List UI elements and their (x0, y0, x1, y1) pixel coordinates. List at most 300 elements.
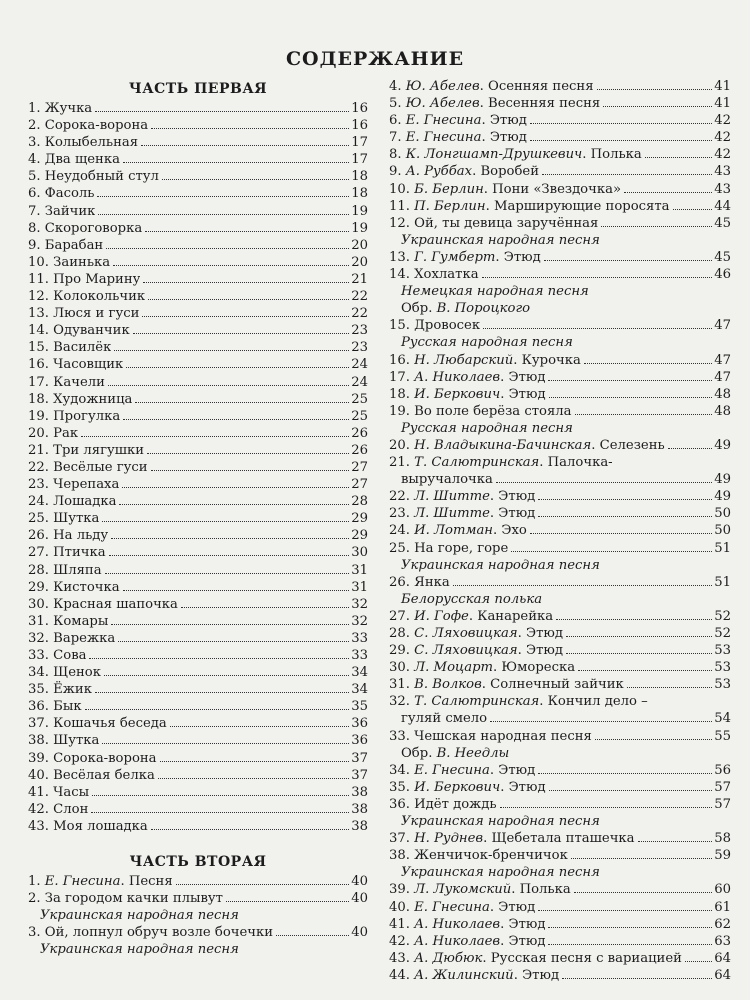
page-title: СОДЕРЖАНИЕ (285, 48, 465, 70)
dot-leader (566, 653, 712, 654)
dot-leader (575, 414, 713, 415)
page-number: 19 (351, 203, 368, 219)
entry-name: . Селезень (591, 437, 665, 453)
page-number: 29 (351, 528, 368, 544)
entry-title: 26. Янка (389, 574, 450, 590)
entry-number: 41. (389, 916, 415, 932)
entry-author: Л. Шитте (414, 506, 490, 522)
toc-entry (28, 596, 368, 613)
entry-title: 38. Женчичок-бренчичок (389, 848, 568, 864)
toc-entry (389, 625, 731, 642)
dot-leader (104, 675, 349, 676)
entry-name: . Песня (120, 874, 173, 890)
page-number: 24 (351, 374, 368, 390)
entry-name: . Кончил дело – (539, 694, 648, 710)
page-number: 38 (351, 818, 368, 834)
page-number: 53 (714, 643, 731, 659)
dot-leader (170, 726, 349, 727)
entry-author: А. Дюбюк (414, 950, 483, 966)
page-number: 48 (714, 403, 731, 419)
page-number: 52 (714, 626, 731, 641)
toc-entry (389, 95, 731, 112)
page-number: 57 (714, 779, 731, 795)
entry-title: 14. Одуванчик (28, 323, 130, 339)
entry-title: 28. Шляпа (28, 562, 102, 578)
entry-name: . Этюд (500, 779, 546, 795)
entry-author: Е. Гнесина (414, 762, 490, 778)
entry-title (389, 642, 563, 659)
entry-title (389, 967, 559, 984)
page-number: 31 (351, 579, 368, 595)
entry-author: А. Николаев (414, 933, 501, 949)
toc-entry (389, 522, 731, 539)
entry-name: . Солнечный зайчик (481, 677, 624, 693)
toc-entry (28, 322, 368, 339)
dot-leader (530, 140, 712, 141)
entry-title (389, 181, 621, 198)
entry-author: Б. Берлин (414, 181, 484, 197)
page-number: 62 (714, 916, 731, 932)
page-number: 18 (351, 169, 368, 185)
entry-title: гуляй смело (401, 711, 488, 727)
toc-entry (28, 288, 368, 305)
entry-name: . Этюд (481, 113, 527, 129)
dot-leader (98, 214, 349, 215)
dot-leader (158, 778, 349, 779)
toc-entry (28, 493, 368, 510)
page-number: 53 (714, 660, 731, 676)
entry-number: 34. (389, 762, 415, 778)
dot-leader (145, 231, 349, 232)
page-number: 27 (351, 477, 368, 493)
entry-title: 16. Часовщик (28, 357, 124, 373)
dot-leader (496, 482, 712, 483)
page-number: 22 (351, 306, 368, 322)
entry-number: 35. (389, 779, 415, 795)
entry-author: Н. Руднев (414, 831, 484, 847)
part-two-list-left (28, 873, 368, 958)
entry-title (389, 146, 642, 163)
toc-entry (389, 112, 731, 129)
entry-title: 24. Лошадка (28, 494, 117, 510)
dot-leader (566, 636, 712, 637)
arranger-prefix: Обр. (401, 745, 437, 761)
page-number: 22 (351, 289, 368, 305)
toc-entry (28, 767, 368, 784)
page-number: 33 (351, 648, 368, 663)
entry-title (389, 933, 545, 950)
entry-name: . Этюд (517, 626, 563, 641)
entry-number: 8. (389, 147, 406, 163)
dot-leader (548, 380, 712, 381)
left-column (28, 78, 368, 959)
dot-leader (595, 739, 712, 740)
page-number: 53 (714, 677, 731, 693)
page-number: 61 (714, 899, 731, 915)
toc-entry (28, 801, 368, 818)
entry-title: 34. Щенок (28, 665, 101, 681)
entry-number: 4. (389, 79, 406, 94)
entry-title: 19. Во поле берёза стояла (389, 403, 572, 419)
entry-title (389, 522, 527, 539)
entry-name: . Этюд (513, 967, 560, 983)
page-number: 37 (351, 750, 368, 766)
dot-leader (97, 196, 349, 197)
entry-number: 24. (389, 523, 415, 539)
page-number: 40 (351, 874, 368, 890)
page-number: 16 (351, 101, 368, 116)
dot-leader (135, 402, 349, 403)
entry-author: А. Николаев (414, 916, 501, 932)
toc-entry (28, 924, 368, 941)
entry-author: Г. Гумберт (414, 249, 496, 265)
toc-entry (28, 100, 368, 117)
page-number: 47 (714, 352, 731, 368)
page-number: 44 (714, 198, 731, 214)
page-number: 43 (714, 181, 731, 197)
toc-entry (28, 391, 368, 408)
dot-leader (123, 590, 350, 591)
page-number: 25 (351, 391, 368, 407)
entry-title: 39. Сорока-ворона (28, 750, 157, 766)
dot-leader (148, 299, 349, 300)
toc-entry (28, 459, 368, 476)
toc-entry (389, 762, 731, 779)
toc-entry (389, 830, 731, 847)
entry-title: 13. Люся и гуси (28, 306, 140, 322)
dot-leader (85, 709, 350, 710)
entry-title: 11. Про Марину (28, 271, 141, 287)
page-number: 59 (714, 848, 731, 864)
toc-entry (389, 693, 731, 710)
dot-leader (91, 812, 349, 813)
toc-entry (389, 266, 731, 283)
toc-entry (28, 510, 368, 527)
page-number: 56 (714, 762, 731, 778)
entry-author: Ю. Абелев (405, 96, 480, 112)
entry-title: 26. На льду (28, 528, 109, 544)
toc-entry (28, 562, 368, 579)
entry-title: 22. Весёлые гуси (28, 459, 148, 475)
toc-entry (389, 659, 731, 676)
entry-title: 20. Рак (28, 425, 79, 441)
page-number: 63 (714, 933, 731, 949)
entry-title (389, 369, 545, 386)
entry-name: . Этюд (489, 762, 536, 778)
dot-leader (126, 367, 349, 368)
entry-author: Т. Салютринская (414, 455, 540, 471)
entry-title: 35. Ёжик (28, 682, 92, 698)
dot-leader (574, 892, 713, 893)
page-number: 57 (714, 796, 731, 812)
dot-leader (95, 111, 349, 112)
entry-author: Т. Салютринская (414, 694, 540, 710)
entry-title: 31. Комары (28, 613, 109, 629)
entry-name: . Этюд (489, 506, 536, 522)
toc-entry (389, 540, 731, 557)
entry-title (28, 873, 173, 890)
dot-leader (638, 841, 713, 842)
dot-leader (544, 260, 712, 261)
entry-title (389, 608, 553, 625)
song-note: Русская народная песня (401, 420, 573, 436)
entry-title: 36. Идёт дождь (389, 796, 497, 812)
toc-entry (28, 630, 368, 647)
entry-author: Л. Моцарт (414, 660, 494, 676)
toc-entry (389, 317, 731, 334)
entry-number: 27. (389, 608, 415, 624)
toc-entry (28, 681, 368, 698)
dot-leader (151, 128, 349, 129)
entry-title: 7. Зайчик (28, 203, 96, 219)
toc-entry (28, 890, 368, 907)
entry-number: 29. (389, 643, 415, 659)
toc-entry (389, 215, 731, 232)
entry-title (389, 249, 541, 266)
toc-entry (28, 664, 368, 681)
song-note: Украинская народная песня (40, 908, 239, 924)
dot-leader (118, 641, 349, 642)
entry-title: 42. Слон (28, 801, 89, 817)
entry-name: . Полька (582, 147, 642, 163)
entry-number: 17. (389, 369, 415, 385)
entry-title (389, 830, 635, 847)
page-number: 17 (351, 135, 368, 151)
entry-number: 9. (389, 164, 406, 180)
page-number: 16 (351, 118, 368, 134)
dot-leader (102, 743, 349, 744)
arranger-note (389, 300, 731, 317)
toc-entry (28, 271, 368, 288)
dot-leader (530, 123, 712, 124)
toc-entry (389, 369, 731, 386)
part-two-list-right (389, 78, 731, 984)
toc-entry (28, 305, 368, 322)
dot-leader (133, 333, 350, 334)
entry-title (389, 454, 613, 471)
dot-leader (111, 538, 349, 539)
entry-title: 33. Чешская народная песня (389, 728, 592, 744)
toc-entry (389, 249, 731, 266)
entry-title (389, 625, 563, 642)
toc-entry (389, 181, 731, 198)
toc-entry (28, 442, 368, 459)
toc-entry (389, 437, 731, 454)
page-number: 40 (351, 891, 368, 907)
dot-leader (119, 504, 349, 505)
entry-title (389, 386, 546, 403)
entry-number: 1. (28, 874, 45, 890)
toc-entry (389, 403, 731, 420)
toc-entry (389, 386, 731, 403)
page-number: 52 (714, 608, 731, 624)
entry-title (389, 916, 545, 933)
entry-name: . Этюд (489, 899, 536, 915)
entry-number: 11. (389, 198, 415, 214)
dot-leader (571, 858, 712, 859)
dot-leader (92, 795, 349, 796)
entry-author: П. Берлин (414, 198, 486, 214)
toc-entry (28, 339, 368, 356)
entry-title (389, 198, 670, 215)
toc-entry (389, 574, 731, 591)
toc-entry (28, 873, 368, 890)
entry-title (389, 129, 527, 146)
dot-leader (538, 773, 712, 774)
entry-title: 23. Черепаха (28, 477, 120, 493)
page-number: 33 (351, 630, 368, 646)
entry-name: . Марширующие поросята (485, 198, 670, 214)
entry-title (389, 488, 535, 505)
toc-entry (28, 476, 368, 493)
entry-author: А. Жилинский (414, 967, 514, 983)
toc-entry (389, 642, 731, 659)
dot-leader (483, 328, 712, 329)
dot-leader (147, 453, 349, 454)
toc-entry (28, 151, 368, 168)
dot-leader (226, 901, 349, 902)
entry-name: . Осенняя песня (479, 79, 594, 94)
toc-entry (389, 881, 731, 898)
dot-leader (549, 397, 713, 398)
song-note: Украинская народная песня (401, 814, 600, 830)
entry-author: Н. Владыкина-Бачинская (414, 437, 592, 453)
page-number: 30 (351, 545, 368, 561)
entry-name: . Этюд (500, 386, 546, 402)
entry-author: А. Николаев (414, 369, 501, 385)
part-one-list (28, 100, 368, 835)
dot-leader (597, 89, 713, 90)
part-two-heading: ЧАСТЬ ВТОРАЯ (129, 854, 267, 871)
dot-leader (490, 721, 712, 722)
entry-number: 22. (389, 489, 415, 505)
dot-leader (160, 761, 350, 762)
toc-entry (28, 237, 368, 254)
entry-author: Л. Шитте (414, 489, 490, 505)
toc-entry (28, 544, 368, 561)
dot-leader (562, 978, 712, 979)
entry-number: 37. (389, 831, 415, 847)
entry-author: Е. Гнесина (44, 874, 121, 890)
entry-title (389, 659, 575, 676)
page-number: 45 (714, 215, 731, 231)
entry-name: . Этюд (500, 369, 546, 385)
page-number: 27 (351, 459, 368, 475)
toc-entry (389, 129, 731, 146)
entry-title (389, 505, 535, 522)
entry-author: В. Волков (414, 677, 482, 693)
page-number: 32 (351, 596, 368, 612)
entry-name: . Этюд (481, 130, 527, 146)
entry-author: Л. Лукомский (414, 882, 512, 898)
entry-title: 3. Ой, лопнул обруч возле бочечки (28, 925, 274, 941)
entry-name: . Щебетала пташечка (483, 831, 635, 847)
toc-entry (389, 488, 731, 505)
page-number: 23 (351, 340, 368, 356)
entry-name: . Весенняя песня (479, 96, 601, 112)
page-number: 21 (351, 271, 368, 287)
entry-title: 29. Кисточка (28, 579, 120, 595)
toc-entry (389, 505, 731, 522)
entry-number: 39. (389, 882, 415, 898)
entry-title (389, 95, 600, 112)
page-number: 34 (351, 682, 368, 698)
page-number: 48 (714, 386, 731, 402)
dot-leader (122, 487, 349, 488)
page-number: 17 (351, 152, 368, 168)
toc-entry (28, 818, 368, 835)
toc-entry (389, 899, 731, 916)
toc-entry (28, 374, 368, 391)
page-number: 64 (714, 967, 731, 983)
entry-author: С. Ляховицкая (414, 643, 518, 659)
song-note: Белорусская полька (401, 591, 543, 607)
entry-title: 2. Сорока-ворона (28, 118, 149, 134)
entry-name: . Этюд (500, 916, 546, 932)
entry-name: . Пони «Звездочка» (483, 181, 622, 197)
dot-leader (511, 551, 712, 552)
dot-leader (627, 687, 712, 688)
entry-title: 32. Варежка (28, 630, 116, 646)
dot-leader (181, 607, 349, 608)
dot-leader (114, 350, 349, 351)
entry-title: 43. Моя лошадка (28, 818, 148, 834)
toc-entry (389, 471, 731, 488)
page-number: 20 (351, 254, 368, 270)
page-number: 55 (714, 728, 731, 744)
entry-number: 16. (389, 352, 415, 368)
entry-title: 33. Сова (28, 648, 87, 663)
entry-number: 44. (389, 967, 415, 983)
page-number: 38 (351, 784, 368, 800)
entry-title: 36. Бык (28, 699, 82, 715)
entry-title: 9. Барабан (28, 237, 104, 253)
entry-title: 25. На горе, горе (389, 540, 509, 556)
entry-number: 13. (389, 249, 415, 265)
page-number: 36 (351, 716, 368, 732)
page-number: 47 (714, 318, 731, 334)
entry-title: 38. Шутка (28, 733, 100, 749)
entry-title (389, 762, 535, 779)
entry-number: 23. (389, 506, 415, 522)
toc-entry (28, 647, 368, 664)
toc-entry (28, 185, 368, 202)
entry-title: 41. Часы (28, 784, 90, 800)
dot-leader (95, 692, 349, 693)
page-number: 31 (351, 562, 368, 578)
dot-leader (538, 516, 712, 517)
entry-title (389, 693, 648, 710)
entry-title: 15. Василёк (28, 340, 112, 356)
dot-leader (542, 174, 712, 175)
toc-entry (389, 146, 731, 163)
dot-leader (151, 829, 349, 830)
entry-title: 40. Весёлая белка (28, 767, 155, 783)
arranger-note (389, 745, 731, 762)
dot-leader (645, 157, 712, 158)
entry-title: 1. Жучка (28, 101, 93, 116)
arranger-name: В. Неедлы (436, 745, 510, 761)
entry-name: . Палочка- (539, 455, 613, 471)
entry-title: 10. Заинька (28, 254, 111, 270)
entry-author: И. Беркович (414, 386, 501, 402)
page-number: 60 (714, 882, 731, 898)
dot-leader (143, 282, 349, 283)
page-number: 35 (351, 699, 368, 715)
page-number: 45 (714, 249, 731, 265)
entry-number: 7. (389, 130, 406, 146)
dot-leader (123, 162, 349, 163)
